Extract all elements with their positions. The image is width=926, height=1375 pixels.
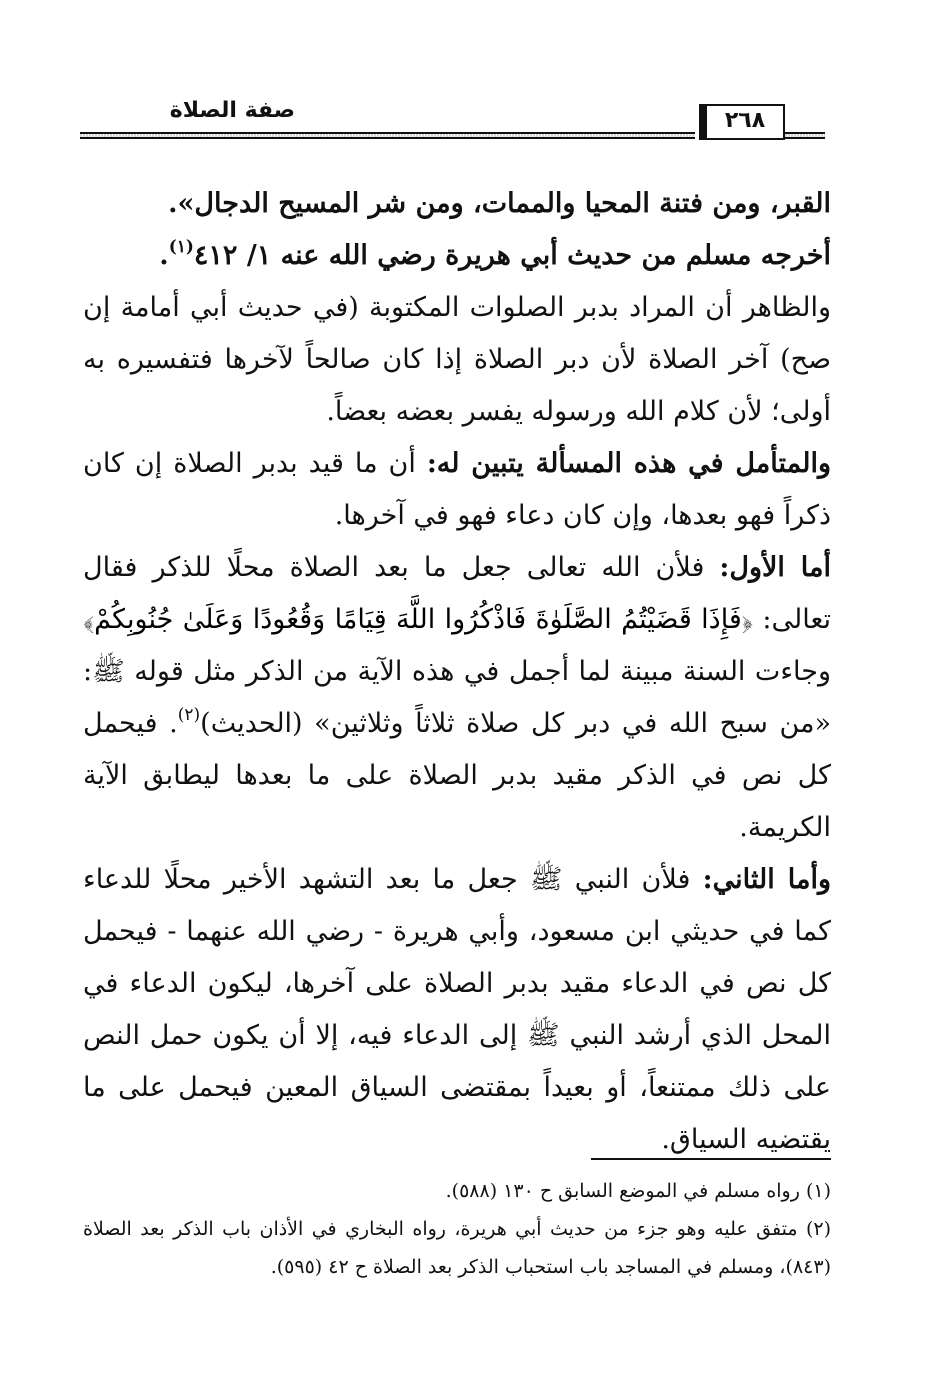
page-number: ٢٦٨ — [699, 104, 785, 140]
paragraph-2 — [83, 230, 831, 282]
header-rule-right — [785, 132, 825, 139]
paragraph-2-text: أخرجه مسلم من حديث أبي هريرة رضي الله عنه ١/ ٤١٢ — [193, 240, 831, 271]
page-header — [80, 96, 825, 152]
main-text — [83, 178, 831, 1166]
paragraph-4-rest: أن ما قيد بدبر الصلاة إن كان ذكراً فهو بعدها، وإن كان دعاء فهو في آخرها. — [83, 448, 831, 531]
footnote-ref-1: (١) — [168, 237, 194, 257]
paragraph-5 — [83, 542, 831, 854]
quran-verse: ﴿فَإِذَا قَضَيْتُمُ الصَّلَوٰةَ فَاذْكُرُوا اللَّهَ قِيَامًا وَقُعُودًا وَعَلَىٰ جُنُوبِكُمْ﴾ — [83, 604, 753, 635]
footnotes — [83, 1172, 831, 1286]
paragraph-5-a: فلأن الله تعالى جعل ما بعد الصلاة محلًا للذكر فقال تعالى: — [83, 552, 831, 635]
paragraph-4 — [83, 438, 831, 542]
footnote-separator — [591, 1158, 831, 1160]
paragraph-5-b: وجاءت السنة مبينة لما أجمل في هذه الآية من الذكر مثل قوله ﷺ: «من سبح الله في دبر كل صلاة ثلاثاً وثلاثين» (الحديث) — [83, 656, 831, 739]
footnote-1: (١) رواه مسلم في الموضع السابق ح ١٣٠ (٥٨٨). — [445, 1180, 831, 1202]
paragraph-4-lead: والمتأمل في هذه المسألة يتبين له: — [426, 448, 831, 479]
paragraph-3: والظاهر أن المراد بدبر الصلوات المكتوبة (في حديث أبي أمامة إن صح) آخر الصلاة لأن دبر الصلاة إذا كان صالحاً لآخرها فتفسيره به أولى؛ لأن كلام الله ورسوله يفسر بعضه بعضاً. — [83, 292, 831, 427]
paragraph-6-lead: وأما الثاني: — [702, 864, 832, 895]
header-rule — [80, 132, 695, 139]
footnote-ref-2: (٢) — [177, 705, 201, 725]
paragraph-5-c: . فيحمل كل نص في الذكر مقيد بدبر الصلاة على ما بعدها ليطابق الآية الكريمة. — [83, 708, 831, 843]
running-title: صفة الصلاة — [169, 98, 295, 123]
paragraph-5-lead: أما الأول: — [719, 552, 831, 583]
paragraph-6 — [83, 854, 831, 1166]
footnote-2: (٢) متفق عليه وهو جزء من حديث أبي هريرة، رواه البخاري في الأذان باب الذكر بعد الصلاة (٨٤٣)، ومسلم في المساجد باب استحباب الذكر بعد الصلاة ح ٤٢ (٥٩٥). — [83, 1218, 831, 1278]
paragraph-2-end: . — [159, 240, 169, 271]
paragraph-6-rest: فلأن النبي ﷺ جعل ما بعد التشهد الأخير محلًا للدعاء كما في حديثي ابن مسعود، وأبي هريرة - رضي الله عنهما - فيحمل كل نص في الدعاء مقيد بدبر الصلاة على آخرها، ليكون الدعاء في المحل الذي أرشد النبي ﷺ إلى الدعاء فيه، إلا أن يكون حمل النص على ذلك ممتنعاً، أو بعيداً بمقتضى السياق المعين فيحمل على ما يقتضيه السياق. — [83, 864, 831, 1155]
paragraph-1: القبر، ومن فتنة المحيا والممات، ومن شر المسيح الدجال». — [168, 188, 831, 219]
